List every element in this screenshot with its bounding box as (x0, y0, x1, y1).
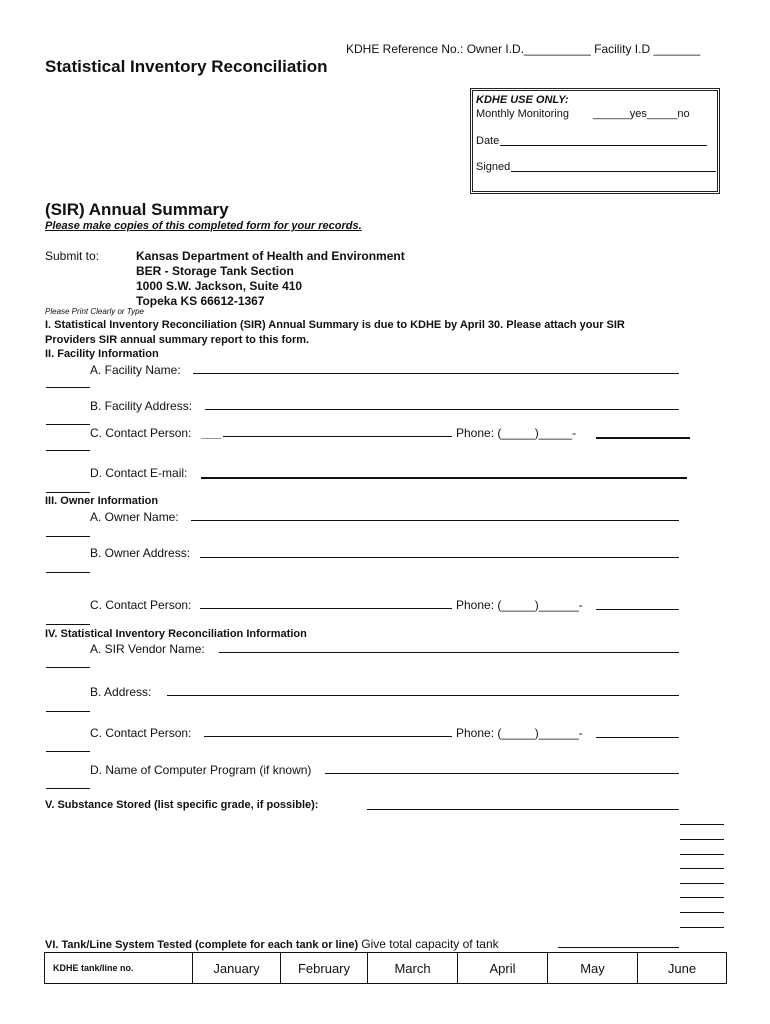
date-label: Date (476, 135, 500, 147)
substance-line[interactable] (680, 927, 724, 928)
section-1-line: I. Statistical Inventory Reconciliation (SIR) Annual Summary is due to KDHE by April 30. Please attach your SIR (45, 319, 625, 331)
substance-line[interactable] (680, 897, 724, 898)
continuation-line (46, 788, 90, 789)
column-header-may: May (548, 953, 638, 984)
substance-line[interactable] (680, 824, 724, 825)
section-2-heading: II. Facility Information (45, 348, 159, 360)
continuation-line (46, 624, 90, 625)
owner-name-field[interactable] (191, 520, 679, 521)
column-header-january: January (193, 953, 281, 984)
section-1-line: Providers SIR annual summary report to this form. (45, 334, 310, 346)
column-header-february: February (281, 953, 368, 984)
table-header-row (45, 953, 727, 984)
substance-line[interactable] (680, 883, 724, 884)
phone-label[interactable]: Phone: (_____)_____- (456, 426, 577, 440)
column-header-march: March (368, 953, 458, 984)
vendor-name-field[interactable] (219, 652, 679, 653)
contact-email-field[interactable] (201, 477, 687, 479)
signed-label: Signed (476, 161, 511, 173)
print-note: Please Print Clearly or Type (45, 307, 144, 316)
section-6-heading: VI. Tank/Line System Tested (complete for each tank or line) (45, 939, 359, 951)
substance-line[interactable] (680, 912, 724, 913)
facility-name-field[interactable] (193, 373, 679, 374)
kdhe-use-only-box (470, 88, 720, 194)
contact-person-field[interactable] (223, 436, 452, 437)
column-header-june: June (638, 953, 727, 984)
capacity-note: Give total capacity of tank (361, 937, 499, 951)
substance-line[interactable] (680, 868, 724, 869)
substance-line[interactable] (680, 839, 724, 840)
section-4-heading: IV. Statistical Inventory Reconciliation Information (45, 628, 307, 640)
signed-field[interactable] (511, 171, 716, 172)
continuation-line (46, 424, 90, 425)
continuation-line (46, 387, 90, 388)
substance-field[interactable] (367, 809, 679, 810)
vendor-address-field[interactable] (167, 695, 679, 696)
continuation-line (46, 667, 90, 668)
column-header-tank-line-no: KDHE tank/line no. (45, 953, 193, 984)
copy-note: Please make copies of this completed form for your records. (45, 220, 362, 232)
capacity-field[interactable] (558, 947, 679, 948)
owner-contact-label: C. Contact Person: (90, 598, 192, 612)
phone-field[interactable] (596, 437, 690, 439)
submit-address-line: BER - Storage Tank Section (136, 264, 294, 278)
contact-person-label: C. Contact Person: (90, 426, 192, 440)
section-6-heading-row (45, 937, 499, 951)
vendor-contact-label: C. Contact Person: (90, 726, 192, 740)
contact-email-label: D. Contact E-mail: (90, 466, 188, 480)
continuation-line (46, 536, 90, 537)
owner-name-label: A. Owner Name: (90, 510, 179, 524)
continuation-line (46, 751, 90, 752)
vendor-contact-field[interactable] (204, 736, 452, 737)
vendor-name-label: A. SIR Vendor Name: (90, 642, 205, 656)
facility-address-label: B. Facility Address: (90, 399, 193, 413)
program-name-label: D. Name of Computer Program (if known) (90, 763, 312, 777)
kdhe-box-heading: KDHE USE ONLY: (476, 94, 569, 106)
contact-blank: ___ (201, 426, 222, 440)
vendor-phone-label[interactable]: Phone: (_____)______- (456, 726, 583, 740)
owner-phone-label[interactable]: Phone: (_____)______- (456, 598, 583, 612)
submit-address-line: 1000 S.W. Jackson, Suite 410 (136, 279, 303, 293)
date-field[interactable] (500, 145, 707, 146)
vendor-phone-field[interactable] (596, 737, 679, 738)
owner-address-field[interactable] (200, 557, 679, 558)
monthly-monitoring-options[interactable]: ______yes_____no (593, 108, 690, 120)
continuation-line (46, 450, 90, 451)
continuation-line (46, 711, 90, 712)
section-5-heading: V. Substance Stored (list specific grade, if possible): (45, 799, 319, 811)
submit-address-line: Kansas Department of Health and Environment (136, 249, 405, 263)
monthly-monitoring-label: Monthly Monitoring (476, 108, 569, 120)
continuation-line (46, 492, 90, 493)
program-name-field[interactable] (325, 773, 679, 774)
page-title: Statistical Inventory Reconciliation (45, 57, 328, 76)
owner-phone-field[interactable] (596, 609, 679, 610)
continuation-line (46, 572, 90, 573)
owner-address-label: B. Owner Address: (90, 546, 191, 560)
owner-contact-field[interactable] (200, 608, 452, 609)
column-header-april: April (458, 953, 548, 984)
substance-line[interactable] (680, 854, 724, 855)
submit-address-line: Topeka KS 66612-1367 (136, 294, 265, 308)
facility-name-label: A. Facility Name: (90, 363, 181, 377)
vendor-address-label: B. Address: (90, 685, 152, 699)
summary-title: (SIR) Annual Summary (45, 200, 229, 219)
section-3-heading: III. Owner Information (45, 495, 159, 507)
facility-address-field[interactable] (205, 409, 679, 410)
submit-label: Submit to: (45, 249, 100, 263)
tank-line-table (44, 952, 727, 984)
reference-line: KDHE Reference No.: Owner I.D.__________ Facility I.D _______ (346, 42, 701, 56)
